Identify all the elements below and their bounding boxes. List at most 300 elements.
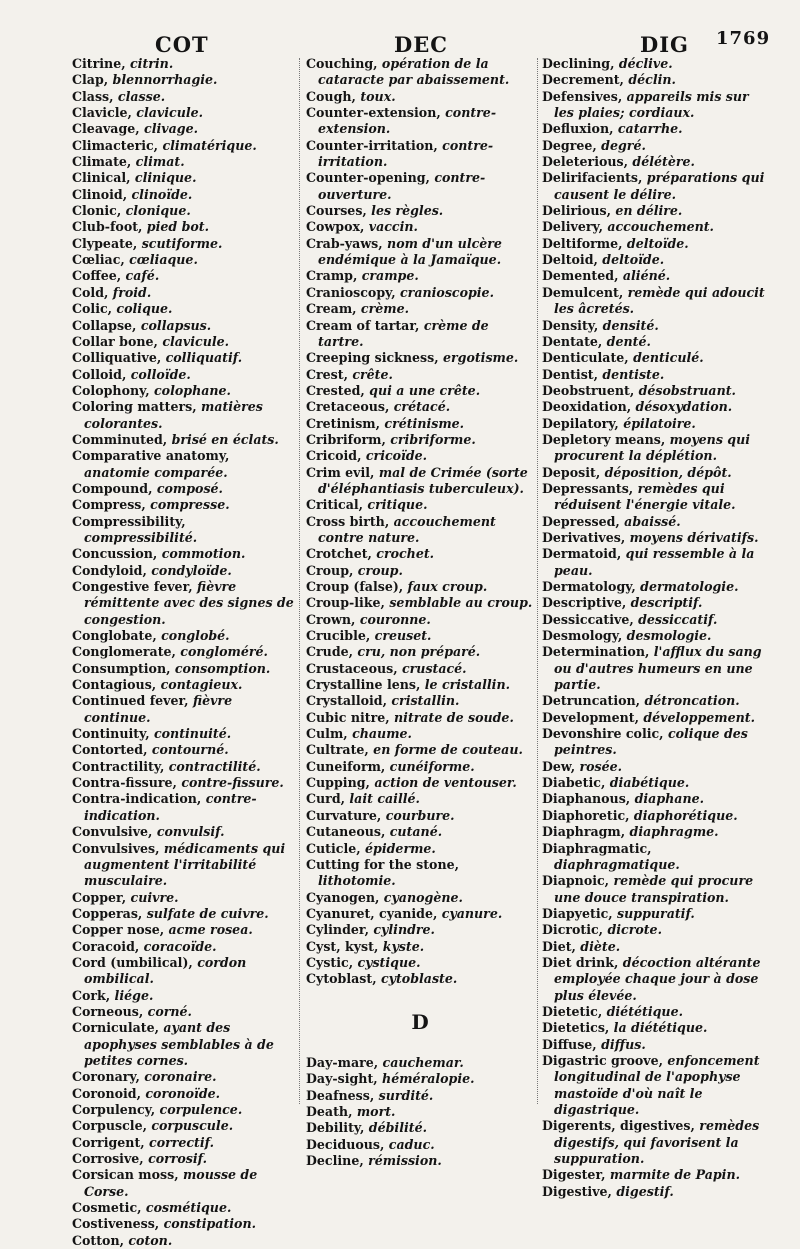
entry-translation: corpulence. (155, 1102, 243, 1117)
dictionary-entry (542, 612, 770, 628)
entry-translation: cytoblaste. (376, 971, 458, 987)
entry-translation: dessiccatif. (633, 611, 718, 627)
entry-translation: lait caillé. (345, 791, 420, 807)
entry-headword: Deleterious, (542, 154, 629, 170)
dictionary-entry (542, 318, 770, 334)
entry-translation: brisé en éclats. (167, 431, 279, 447)
entry-headword: Degree, (542, 137, 597, 153)
running-head-right: DIG (640, 32, 689, 57)
entry-headword: Deltoid, (542, 252, 598, 268)
dictionary-entry (542, 416, 770, 432)
dictionary-entry (542, 775, 770, 791)
entry-headword: Day-sight, (306, 1071, 378, 1087)
entry-translation: désobstruant. (634, 382, 736, 398)
dictionary-entry (72, 628, 294, 644)
entry-translation: suppuratif. (612, 905, 695, 921)
dictionary-entry (542, 334, 770, 350)
entry-translation: courbure. (381, 807, 455, 823)
entry-headword: Copperas, (72, 905, 143, 921)
entry-headword: Clinical, (72, 170, 131, 186)
entry-translation: l'afflux du sang ou d'autres humeurs en une partie. (554, 644, 762, 693)
dictionary-entry (306, 318, 534, 351)
dictionary-entry (72, 514, 294, 547)
entry-translation: vaccin. (364, 219, 418, 235)
entry-headword: Cricoid, (306, 448, 362, 464)
entry-translation: compressibilité. (84, 529, 198, 545)
entry-translation: creuset. (370, 628, 432, 644)
dictionary-entry (306, 138, 534, 171)
entry-headword: Crustaceous, (306, 660, 398, 676)
entry-headword: Colloid, (72, 366, 127, 382)
dictionary-entry (306, 971, 534, 987)
entry-headword: Continued fever, (72, 693, 189, 709)
dictionary-entry (72, 1200, 294, 1216)
entry-headword: Cord (umbilical), (72, 954, 193, 970)
dictionary-entry (72, 334, 294, 350)
entry-headword: Diapnoic, (542, 873, 610, 889)
entry-translation: aliéné. (618, 268, 671, 284)
dictionary-entry (306, 922, 534, 938)
entry-headword: Depressed, (542, 513, 620, 529)
dictionary-entry (72, 841, 294, 890)
entry-translation: denticulé. (628, 350, 704, 366)
entry-headword: Digester, (542, 1167, 606, 1183)
entry-headword: Culm, (306, 726, 348, 742)
column-2-entries (306, 56, 534, 988)
dictionary-entry (542, 1004, 770, 1020)
entry-headword: Counter-irritation, (306, 137, 438, 153)
entry-headword: Crim evil, (306, 464, 375, 480)
entry-headword: Cowpox, (306, 219, 365, 235)
entry-headword: Deoxidation, (542, 399, 632, 415)
entry-headword: Depletory means, (542, 431, 666, 447)
dictionary-entry (306, 399, 534, 415)
dictionary-entry (72, 301, 294, 317)
dictionary-entry (306, 1153, 534, 1169)
entry-translation: dermatologie. (635, 579, 739, 594)
dictionary-entry (306, 808, 534, 824)
dictionary-entry (542, 203, 770, 219)
entry-translation: cutané. (385, 824, 443, 840)
entry-headword: Corrigent, (72, 1134, 145, 1150)
entry-translation: le cristallin. (420, 677, 511, 693)
entry-translation: abaissé. (619, 513, 681, 529)
entry-headword: Coloring matters, (72, 399, 197, 415)
entry-translation: crétinisme. (380, 415, 465, 431)
dictionary-entry (72, 579, 294, 628)
dictionary-entry (306, 677, 534, 693)
entry-translation: blennorrhagie. (108, 72, 218, 88)
entry-headword: Comminuted, (72, 431, 168, 447)
dictionary-entry (542, 628, 770, 644)
dictionary-entry (306, 465, 534, 498)
entry-headword: Dermatoid, (542, 546, 622, 562)
entry-headword: Croup, (306, 562, 354, 578)
entry-headword: Dicrotic, (542, 922, 604, 938)
dictionary-entry (542, 710, 770, 726)
entry-headword: Curd, (306, 791, 346, 807)
entry-translation: nitrate de soude. (389, 709, 514, 725)
entry-headword: Corsican moss, (72, 1167, 179, 1183)
entry-translation: crochet. (371, 546, 435, 562)
entry-translation: colique. (112, 301, 173, 317)
entry-headword: Cotton, (72, 1232, 124, 1248)
entry-translation: fièvre continue. (84, 693, 233, 725)
entry-translation: appareils mis sur les plaies; cordiaux. (554, 88, 749, 121)
dictionary-entry (72, 56, 294, 72)
entry-headword: Class, (72, 88, 114, 104)
entry-translation: surdité. (374, 1087, 434, 1103)
dictionary-entry (306, 105, 534, 138)
entry-headword: Cultrate, (306, 742, 369, 758)
entry-headword: Contractility, (72, 758, 165, 774)
entry-headword: Cork, (72, 987, 111, 1003)
entry-translation: détroncation. (640, 693, 740, 709)
dictionary-entry (72, 1118, 294, 1134)
column-2-entries-after (306, 1055, 534, 1169)
entry-headword: Delirious, (542, 203, 611, 219)
dictionary-entry (72, 1216, 294, 1232)
entry-headword: Diffuse, (542, 1036, 597, 1052)
dictionary-entry (306, 1055, 534, 1071)
entry-headword: Contagious, (72, 677, 157, 693)
dictionary-entry (72, 350, 294, 366)
entry-translation: clavicule. (157, 333, 230, 349)
entry-headword: Cuticle, (306, 840, 361, 856)
entry-headword: Digerents, digestives, (542, 1118, 695, 1134)
dictionary-entry (72, 481, 294, 497)
entry-translation: sulfate de cuivre. (142, 905, 269, 921)
entry-translation: opération de la cataracte par abaissement. (318, 56, 510, 88)
entry-headword: Devonshire colic, (542, 726, 664, 742)
dictionary-entry (542, 546, 770, 579)
entry-headword: Conglomerate, (72, 644, 176, 660)
entry-translation: épilatoire. (618, 415, 696, 431)
entry-headword: Cutting for the stone, (306, 856, 460, 872)
entry-headword: Corpuscle, (72, 1118, 147, 1134)
dictionary-entry (72, 939, 294, 955)
entry-headword: Corrosive, (72, 1151, 144, 1167)
dictionary-entry (542, 579, 770, 595)
dictionary-entry (306, 1088, 534, 1104)
dictionary-entry (306, 857, 534, 890)
dictionary-entry (72, 170, 294, 186)
entry-translation: qui ressemble à la peau. (554, 546, 755, 578)
dictionary-entry (72, 906, 294, 922)
running-head-middle: DEC (394, 32, 448, 57)
entry-translation: cribriforme. (385, 431, 476, 447)
entry-headword: Cretaceous, (306, 399, 390, 415)
entry-translation: congloméré. (175, 644, 268, 660)
entry-headword: Collar bone, (72, 333, 158, 349)
dictionary-entry (306, 203, 534, 219)
entry-headword: Colic, (72, 301, 113, 317)
dictionary-entry (306, 579, 534, 595)
entry-translation: condyloïde. (146, 562, 232, 578)
dictionary-entry (542, 121, 770, 137)
entry-headword: Contorted, (72, 742, 148, 758)
entry-translation: descriptif. (626, 595, 703, 611)
entry-headword: Cubic nitre, (306, 709, 390, 725)
column-divider-left (299, 58, 300, 1104)
entry-translation: accouchement. (602, 219, 714, 235)
dictionary-entry (306, 301, 534, 317)
entry-translation: décoction altérante employée chaque jour à dose plus élevée. (554, 954, 761, 1003)
entry-translation: cyanogène. (379, 889, 463, 905)
entry-headword: Cytoblast, (306, 971, 377, 987)
entry-translation: colophane. (149, 382, 231, 398)
dictionary-entry (72, 742, 294, 758)
entry-headword: Cyst, kyst, (306, 938, 379, 954)
entry-headword: Cuneiform, (306, 758, 386, 774)
entry-translation: dentiste. (597, 366, 665, 382)
entry-translation: diaphragme. (625, 824, 719, 840)
entry-headword: Defluxion, (542, 121, 614, 137)
entry-translation: correctif. (144, 1134, 215, 1150)
dictionary-entry (306, 890, 534, 906)
entry-translation: diaphane. (630, 791, 704, 807)
entry-translation: cuivre. (126, 889, 179, 905)
entry-translation: climatérique. (158, 137, 257, 153)
dictionary-entry (72, 759, 294, 775)
entry-headword: Courses, (306, 203, 367, 219)
entry-headword: Crested, (306, 382, 365, 398)
entry-headword: Compress, (72, 497, 146, 513)
entry-translation: cyanure. (437, 905, 503, 921)
entry-translation: deltoïde. (622, 235, 689, 251)
entry-translation: diaphragmatique. (554, 856, 680, 872)
entry-translation: cystique. (353, 954, 421, 970)
entry-translation: crème de tartre. (318, 317, 489, 349)
entry-translation: remèdes qui réduisent l'énergie vitale. (554, 480, 736, 513)
dictionary-entry (542, 808, 770, 824)
dictionary-entry (72, 383, 294, 399)
dictionary-entry (72, 988, 294, 1004)
entry-translation: ayant des apophyses semblables à de petites cornes. (84, 1020, 274, 1068)
entry-headword: Convulsive, (72, 824, 153, 840)
dictionary-entry (306, 1104, 534, 1120)
dictionary-entry (306, 236, 534, 269)
dictionary-entry (72, 677, 294, 693)
entry-headword: Demented, (542, 268, 619, 284)
dictionary-entry (306, 644, 534, 660)
entry-translation: croup. (353, 562, 403, 578)
dictionary-entry (542, 1053, 770, 1118)
entry-headword: Delivery, (542, 219, 603, 235)
dictionary-entry (542, 219, 770, 235)
dictionary-entry (542, 72, 770, 88)
dictionary-entry (306, 906, 534, 922)
entry-headword: Debility, (306, 1120, 365, 1136)
entry-headword: Croup (false), (306, 579, 404, 594)
dictionary-entry (542, 791, 770, 807)
dictionary-entry (306, 939, 534, 955)
entry-translation: préparations qui causent le délire. (554, 170, 765, 202)
entry-translation: convulsif. (152, 824, 225, 840)
entry-translation: citrin. (125, 56, 174, 71)
entry-translation: diffus. (596, 1036, 646, 1052)
dictionary-entry (72, 661, 294, 677)
dictionary-entry (306, 383, 534, 399)
entry-translation: matières colorantes. (84, 399, 263, 431)
entry-headword: Crotchet, (306, 546, 372, 562)
running-head-left: COT (155, 32, 209, 57)
entry-translation: corné. (143, 1003, 192, 1019)
dictionary-entry (72, 1069, 294, 1085)
entry-headword: Concussion, (72, 546, 158, 562)
dictionary-entry (72, 644, 294, 660)
entry-translation: ergotisme. (438, 350, 519, 366)
entry-translation: héméralopie. (377, 1071, 475, 1087)
entry-headword: Coffee, (72, 268, 122, 284)
entry-translation: contre-ouverture. (318, 170, 486, 202)
entry-headword: Diaphragm, (542, 824, 626, 840)
entry-translation: desmologie. (622, 628, 712, 644)
dictionary-entry (542, 726, 770, 759)
dictionary-entry (72, 955, 294, 988)
dictionary-entry (542, 1184, 770, 1200)
entry-headword: Determination, (542, 644, 650, 660)
dictionary-entry (306, 89, 534, 105)
dictionary-entry (72, 1151, 294, 1167)
entry-translation: déposition, dépôt. (600, 464, 732, 480)
dictionary-entry (72, 775, 294, 791)
entry-translation: composé. (152, 480, 223, 496)
entry-headword: Cupping, (306, 775, 370, 791)
dictionary-entry (306, 742, 534, 758)
entry-translation: chaume. (347, 726, 412, 742)
entry-headword: Declining, (542, 56, 615, 71)
entry-translation: clinoïde. (127, 186, 193, 202)
entry-headword: Dentist, (542, 366, 598, 382)
dictionary-entry (306, 448, 534, 464)
dictionary-entry (72, 448, 294, 481)
entry-translation: faux croup. (403, 579, 488, 594)
entry-headword: Clinoid, (72, 186, 128, 202)
dictionary-entry (306, 563, 534, 579)
entry-translation: anatomie comparée. (84, 464, 228, 480)
entry-headword: Croup-like, (306, 595, 385, 611)
entry-translation: acme rosea. (164, 922, 253, 938)
dictionary-entry (542, 268, 770, 284)
entry-translation: contagieux. (156, 677, 243, 693)
dictionary-entry (306, 955, 534, 971)
entry-translation: en délire. (610, 203, 683, 219)
dictionary-entry (542, 1167, 770, 1183)
dictionary-entry (72, 219, 294, 235)
entry-headword: Counter-opening, (306, 170, 430, 186)
entry-headword: Condyloid, (72, 562, 147, 578)
entry-translation: remède qui procure une douce transpiration. (554, 873, 754, 905)
entry-translation: enfoncement longitudinal de l'apophyse mastoïde d'où naît le digastrique. (554, 1052, 760, 1117)
dictionary-entry (72, 1233, 294, 1249)
entry-headword: Cyanogen, (306, 889, 380, 905)
entry-headword: Clonic, (72, 203, 122, 219)
entry-translation: cauchemar. (378, 1054, 464, 1070)
dictionary-entry (72, 497, 294, 513)
entry-headword: Crystalloid, (306, 693, 387, 709)
dictionary-entry (542, 1020, 770, 1036)
entry-headword: Couching, (306, 56, 378, 71)
entry-translation: coracoïde. (139, 938, 217, 954)
dictionary-entry (72, 252, 294, 268)
entry-translation: marmite de Papin. (605, 1167, 741, 1183)
entry-headword: Deltiforme, (542, 235, 623, 251)
entry-headword: Crude, (306, 644, 354, 660)
dictionary-entry (72, 791, 294, 824)
dictionary-entry (542, 399, 770, 415)
entry-translation: denté. (602, 333, 651, 349)
dictionary-entry (306, 1137, 534, 1153)
entry-headword: Crest, (306, 366, 348, 382)
entry-translation: couronne. (355, 611, 431, 627)
entry-translation: crustacé. (397, 660, 467, 676)
entry-translation: nom d'un ulcère endémique à la Jamaïque. (318, 235, 502, 268)
entry-headword: Derivatives, (542, 529, 626, 545)
entry-translation: délétère. (628, 154, 695, 170)
entry-translation: déclin. (623, 72, 676, 88)
entry-headword: Dermatology, (542, 579, 636, 594)
dictionary-entry (306, 710, 534, 726)
dictionary-entry (542, 906, 770, 922)
entry-translation: digestif. (611, 1183, 674, 1199)
entry-headword: Cold, (72, 284, 109, 300)
entry-translation: clivage. (139, 121, 198, 137)
dictionary-entry (542, 170, 770, 203)
entry-translation: remède qui adoucit les âcretés. (554, 284, 765, 317)
entry-headword: Diaphanous, (542, 791, 631, 807)
entry-translation: moyens dérivatifs. (625, 529, 759, 545)
dictionary-entry (542, 481, 770, 514)
dictionary-entry (72, 1004, 294, 1020)
entry-translation: caduc. (384, 1136, 435, 1152)
dictionary-entry (306, 628, 534, 644)
entry-headword: Corpulency, (72, 1102, 156, 1117)
dictionary-entry (542, 514, 770, 530)
entry-translation: critique. (363, 497, 428, 513)
entry-translation: cranioscopie. (395, 284, 494, 300)
entry-translation: contre-extension. (318, 105, 497, 137)
dictionary-entry (72, 236, 294, 252)
entry-translation: crème. (356, 301, 409, 317)
dictionary-entry (306, 367, 534, 383)
entry-headword: Congestive fever, (72, 579, 193, 594)
dictionary-entry (72, 203, 294, 219)
entry-headword: Continuity, (72, 726, 150, 742)
entry-headword: Cylinder, (306, 922, 369, 938)
entry-headword: Copper, (72, 889, 127, 905)
dictionary-entry (542, 56, 770, 72)
dictionary-entry (306, 416, 534, 432)
entry-translation: coronoïde. (141, 1085, 221, 1101)
entry-headword: Density, (542, 317, 599, 333)
entry-headword: Coronoid, (72, 1085, 141, 1101)
dictionary-entry (72, 563, 294, 579)
entry-translation: densité. (598, 317, 659, 333)
entry-translation: crétacé. (389, 399, 451, 415)
entry-translation: lithotomie. (318, 873, 396, 889)
entry-translation: colique des peintres. (554, 726, 748, 758)
entry-translation: diabétique. (605, 775, 690, 791)
entry-translation: clinique. (130, 170, 197, 186)
dictionary-entry (542, 285, 770, 318)
column-2 (306, 56, 534, 1169)
entry-headword: Comparative anatomy, (72, 448, 230, 464)
dictionary-entry (72, 105, 294, 121)
dictionary-entry (306, 824, 534, 840)
entry-translation: cylindre. (369, 922, 435, 938)
entry-translation: froid. (108, 284, 152, 300)
